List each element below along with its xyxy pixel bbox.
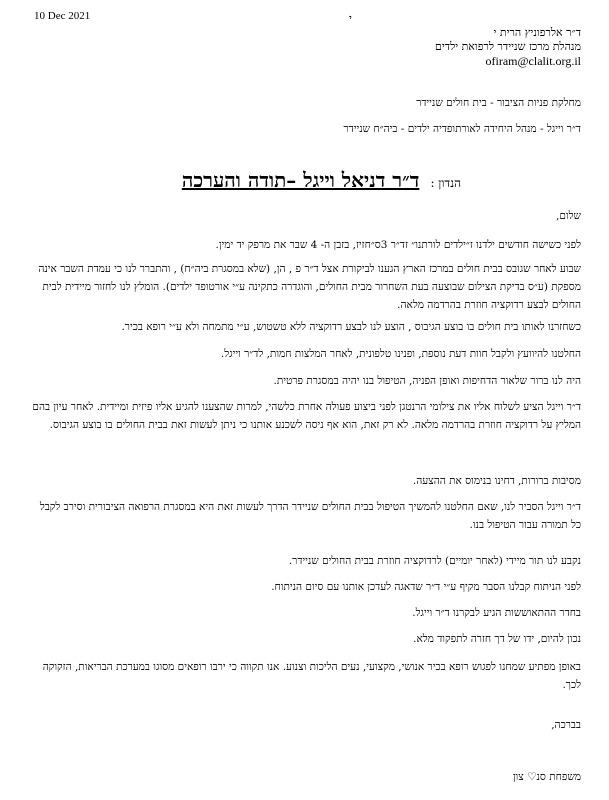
paragraph-10: לפני הניתוח קבלנו הסבר מקיף ע״י ד״ר שדאגה לעדכן אותנו עם סיום הניתוח. — [271, 581, 581, 593]
recipient-2: ד״ר וייגל - מנהל היחידה לאורתופדיה ילדים - ביה״ח שניידר — [343, 123, 581, 135]
paragraph-4: החלטנו להיוועץ ולקבל חוות דעת נוספת, ופנינו טלפונית, לאחר המלצות חמות, לד״ר וייגל. — [220, 348, 581, 360]
paragraph-12: נכון להיום, ידו של דך חזרה לתפקוד מלא. — [413, 633, 581, 645]
sender-name: ד״ר אלרפוניץ הרית י — [493, 26, 581, 39]
subject-line — [182, 168, 461, 193]
subject-title: ד״ר דניאל וייגל –תודה והערכה — [181, 168, 420, 192]
paragraph-5: היה לנו ברור שלאור הדחיפות ואופן הפניה, הטיפול בנו יהיה במסגרת פרטית. — [273, 375, 581, 387]
paragraph-13: באופן מפתיע שמחנו לפגוש רופא בכיר אנושי, מקצועי, נעים הליכות וצנוע. אנו תקווה כי ירבו רופאים מסוגו במערכת הבריאות, הזקוקה לכך. — [42, 661, 581, 691]
paragraph-1: לפני כשישה חודשים ילדנו ז״ילדים לורתנו״ זד״ר 3ס״חזיז, בזבן ה- 4 שבר את מרפק יד ימין. — [215, 239, 581, 251]
sender-block — [435, 26, 581, 68]
signature: משפחת סנ♡ צון — [512, 771, 581, 783]
handwritten-mark: י — [349, 12, 352, 25]
closing: בברכה, — [551, 719, 581, 731]
sender-email: ofiram@clalit.org.il — [485, 54, 581, 68]
paragraph-8: ד״ר וייגל הסביר לנו, שאם החלטנו להמשיך הטיפול בבית החולים שניידר הדרך לעשות זאת היא במסגרת הרפואה הציבורית וסירב לקבל כל תמורה עבור הטיפול בנו. — [39, 501, 581, 531]
paragraph-6: ד״ר וייגל הציע לשלוח אליו את צילומי הרנטגן לפני ביצוע פעולה אחרת כלשהי, למרות שהצענו להגיע אליו פיזית ומיידית. לאחר עיון בהם המליץ על רדוקציה חוזרת בהרדמה מלאה. לא רק זאת, הוא אף ניסה לשכנע אותנו כי ניתן לעשות זאת בבית החולים בו בוצע הגיבוס. — [32, 401, 581, 431]
paragraph-7: מסיבות ברורות, דחינו בנימוס את ההצעה. — [412, 475, 581, 487]
letter-date: 10 Dec 2021 — [34, 10, 91, 22]
subject-label: הנדון : — [430, 176, 461, 190]
recipient-1: מחלקת פניות הציבור - בית חולים שניידר — [416, 97, 581, 109]
paragraph-11: בחדר ההתאוששות הגיע לבקרנו ד״ר וייגל. — [412, 607, 581, 619]
paragraph-3: כשחזרנו לאותו בית חולים בו בוצע הגיבוס , הוצע לנו לבצע רדוקציה ללא טשטוש, ע״י מתמחה ולא ע״י רופא בכיר. — [121, 321, 581, 333]
sender-title: מנהלת מרכז שניידר לרפואת ילדים — [435, 40, 581, 53]
greeting: שלום, — [556, 210, 581, 222]
paragraph-2: שבוע לאחר שגובס בבית חולים במרכז הארץ הגענו לביקורת אצל ד״ר פ , הן, (שלא במסגרת ביה״ח) , והתברר לנו כי עמדת השבר אינה מספקת (ע״ס בדיקת הצילום שבוצעה בעת השחרור מבית החולים, והוגדרה כתקינה ע״י אורטופד ילדים). הומלץ לנו לחזור מיידית לבית החולים לבצע רדוקציה חוזרת בהרדמה מלאה. — [38, 263, 581, 311]
paragraph-9: נקבע לנו תור מיידי (לאחר יומיים) לרדוקציה חוזרת בבית החולים שניידר. — [288, 555, 581, 567]
